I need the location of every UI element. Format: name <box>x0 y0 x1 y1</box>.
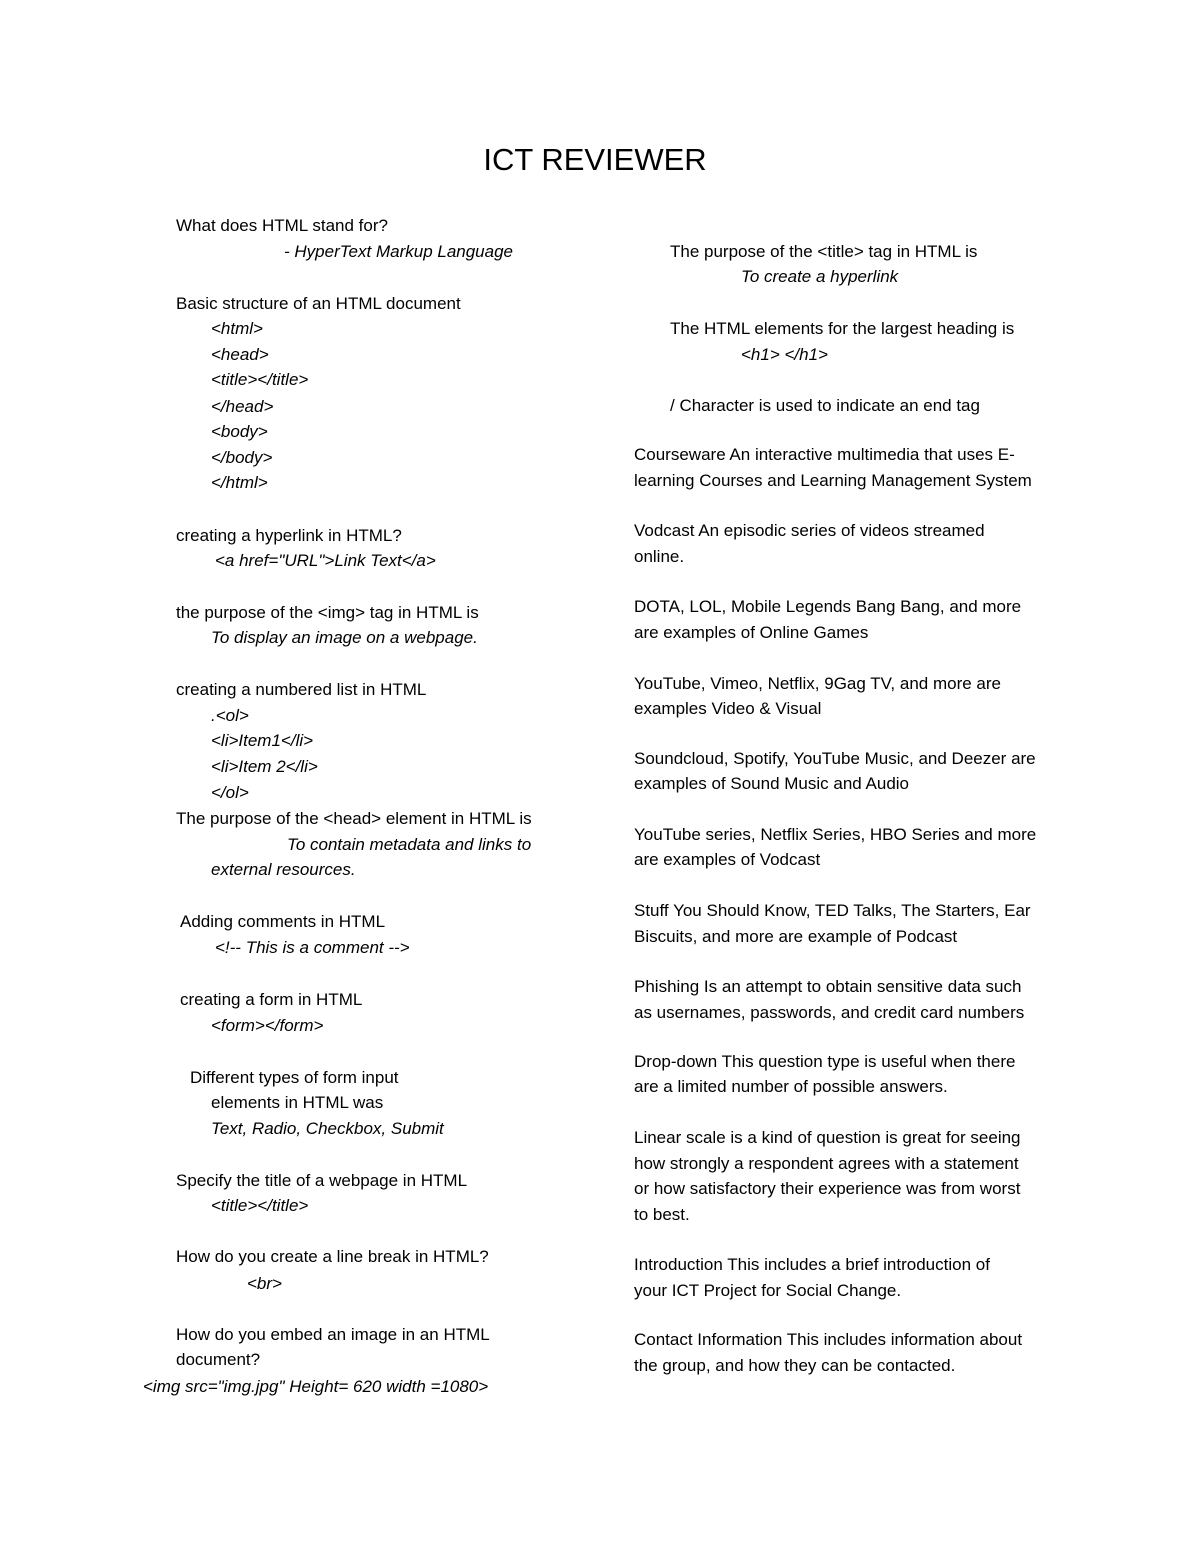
definition-linear-scale-line: Linear scale is a kind of question is great for seeing <box>634 1128 1021 1147</box>
definition-introduction-line: your ICT Project for Social Change. <box>634 1281 902 1300</box>
question-title-tag: The purpose of the <title> tag in HTML is <box>670 242 978 261</box>
answer-largest-heading: <h1> </h1> <box>741 345 828 364</box>
structure-line: </body> <box>211 448 273 467</box>
structure-line: <html> <box>211 319 263 338</box>
answer-title-webpage: <title></title> <box>211 1196 309 1215</box>
question-numbered-list: creating a numbered list in HTML <box>176 680 427 699</box>
examples-online-games-line: are examples of Online Games <box>634 623 869 642</box>
definition-contact-line: the group, and how they can be contacted. <box>634 1356 956 1375</box>
answer-embed-image: <img src="img.jpg" Height= 620 width =1080> <box>143 1377 489 1396</box>
examples-podcast-line: Biscuits, and more are example of Podcast <box>634 927 958 946</box>
examples-video-line: YouTube, Vimeo, Netflix, 9Gag TV, and more are <box>634 674 1001 693</box>
definition-linear-scale-line: to best. <box>634 1205 690 1224</box>
question-title-webpage: Specify the title of a webpage in HTML <box>176 1171 468 1190</box>
definition-dropdown-line: Drop-down This question type is useful when there <box>634 1052 1016 1071</box>
answer-line-break: <br> <box>247 1274 282 1293</box>
examples-online-games-line: DOTA, LOL, Mobile Legends Bang Bang, and more <box>634 597 1022 616</box>
definition-vodcast-line: online. <box>634 547 685 566</box>
definition-linear-scale-line: or how satisfactory their experience was from worst <box>634 1179 1021 1198</box>
answer-head-purpose-line1: To contain metadata and links to <box>287 835 532 854</box>
answer-form: <form></form> <box>211 1016 324 1035</box>
answer-comments: <!-- This is a comment --> <box>215 938 410 957</box>
question-form-inputs-line2: elements in HTML was <box>211 1093 384 1112</box>
question-head-purpose: The purpose of the <head> element in HTML is <box>176 809 532 828</box>
definition-phishing-line: Phishing Is an attempt to obtain sensitive data such <box>634 977 1022 996</box>
examples-video-line: examples Video & Visual <box>634 699 822 718</box>
question-html-stand-for: What does HTML stand for? <box>176 216 388 235</box>
answer-form-inputs: Text, Radio, Checkbox, Submit <box>211 1119 444 1138</box>
answer-hyperlink: <a href="URL">Link Text</a> <box>215 551 436 570</box>
answer-title-tag: To create a hyperlink <box>741 267 899 286</box>
examples-audio-line: examples of Sound Music and Audio <box>634 774 910 793</box>
examples-vodcast-line: YouTube series, Netflix Series, HBO Series and more <box>634 825 1037 844</box>
question-basic-structure: Basic structure of an HTML document <box>176 294 461 313</box>
structure-line: <title></title> <box>211 370 309 389</box>
question-line-break: How do you create a line break in HTML? <box>176 1247 489 1266</box>
question-embed-image-line2: document? <box>176 1350 261 1369</box>
list-line: </ol> <box>211 783 249 802</box>
list-line: <li>Item 2</li> <box>211 757 318 776</box>
definition-linear-scale-line: how strongly a respondent agrees with a statement <box>634 1154 1019 1173</box>
statement-end-tag: / Character is used to indicate an end tag <box>670 396 980 415</box>
definition-phishing-line: as usernames, passwords, and credit card numbers <box>634 1003 1025 1022</box>
answer-head-purpose-line2: external resources. <box>211 860 356 879</box>
definition-dropdown-line: are a limited number of possible answers. <box>634 1077 948 1096</box>
question-embed-image-line1: How do you embed an image in an HTML <box>176 1325 490 1344</box>
definition-courseware-line: learning Courses and Learning Management System <box>634 471 1032 490</box>
answer-img-purpose: To display an image on a webpage. <box>211 628 478 647</box>
list-line: .<ol> <box>211 706 249 725</box>
question-hyperlink: creating a hyperlink in HTML? <box>176 526 402 545</box>
question-comments: Adding comments in HTML <box>180 912 386 931</box>
examples-podcast-line: Stuff You Should Know, TED Talks, The Starters, Ear <box>634 901 1031 920</box>
definition-courseware-line: Courseware An interactive multimedia that uses E- <box>634 445 1015 464</box>
examples-vodcast-line: are examples of Vodcast <box>634 850 821 869</box>
structure-line: <head> <box>211 345 269 364</box>
definition-contact-line: Contact Information This includes information about <box>634 1330 1023 1349</box>
answer-html-stand-for: - HyperText Markup Language <box>284 242 514 261</box>
structure-line: </html> <box>211 473 268 492</box>
definition-vodcast-line: Vodcast An episodic series of videos streamed <box>634 521 985 540</box>
list-line: <li>Item1</li> <box>211 731 314 750</box>
structure-line: <body> <box>211 422 268 441</box>
question-largest-heading: The HTML elements for the largest heading is <box>670 319 1015 338</box>
question-img-purpose: the purpose of the <img> tag in HTML is <box>176 603 479 622</box>
question-form: creating a form in HTML <box>180 990 363 1009</box>
page-title: ICT REVIEWER <box>483 142 707 177</box>
definition-introduction-line: Introduction This includes a brief introduction of <box>634 1255 990 1274</box>
question-form-inputs-line1: Different types of form input <box>190 1068 399 1087</box>
examples-audio-line: Soundcloud, Spotify, YouTube Music, and Deezer are <box>634 749 1036 768</box>
structure-line: </head> <box>211 397 274 416</box>
